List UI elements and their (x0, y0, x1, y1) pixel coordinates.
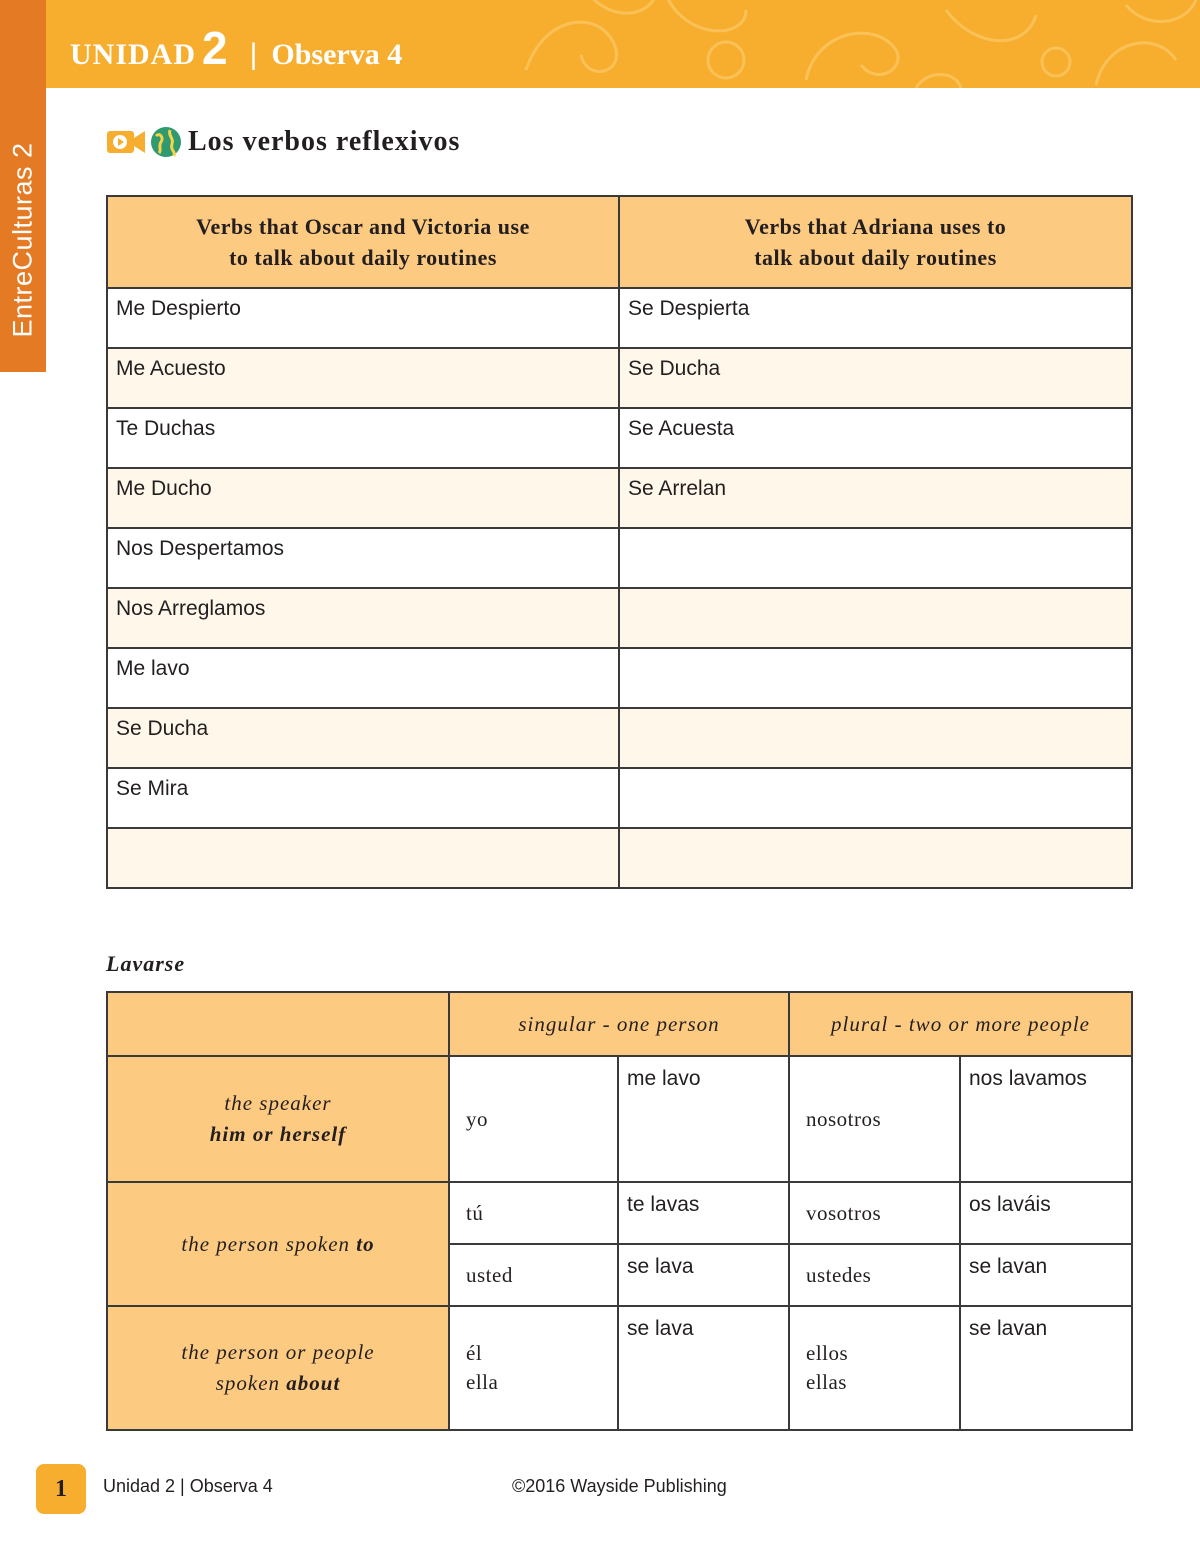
verb-cell[interactable]: Me Despierto (107, 288, 619, 348)
section-name: Observa 4 (271, 38, 403, 71)
category-label-bold: to (356, 1231, 375, 1256)
verb-cell[interactable]: Nos Despertamos (107, 528, 619, 588)
table-row (107, 408, 1132, 468)
verbs-table (106, 195, 1133, 889)
form-cell[interactable]: nos lavamos (960, 1056, 1132, 1182)
lavarse-label: Lavarse (106, 951, 186, 976)
form-cell[interactable]: os laváis (960, 1182, 1132, 1244)
verb-cell[interactable]: Se Ducha (619, 348, 1132, 408)
form-cell[interactable]: se lava (618, 1244, 789, 1306)
header-line: Verbs that Oscar and Victoria use (196, 214, 530, 239)
unit-word: UNIDAD (70, 38, 196, 71)
section-title (106, 124, 460, 160)
table-row (107, 588, 1132, 648)
form-cell[interactable]: me lavo (618, 1056, 789, 1182)
verbs-table-header-row (107, 196, 1132, 288)
form-cell[interactable]: se lavan (960, 1306, 1132, 1430)
table-row (107, 288, 1132, 348)
verb-cell[interactable]: Me Acuesto (107, 348, 619, 408)
table-row (107, 468, 1132, 528)
verb-cell[interactable]: Se Acuesta (619, 408, 1132, 468)
category-label-bold: about (286, 1371, 341, 1395)
header-line: talk about daily routines (754, 245, 997, 270)
verb-cell[interactable]: Se Despierta (619, 288, 1132, 348)
pronoun: ellos (806, 1341, 849, 1365)
side-tab (0, 0, 46, 372)
conj-header-row (107, 992, 1132, 1056)
verb-cell[interactable]: Nos Arreglamos (107, 588, 619, 648)
verb-cell[interactable]: Se Ducha (107, 708, 619, 768)
category-speaker (107, 1056, 449, 1182)
header-plural: plural - two or more people (789, 992, 1132, 1056)
globe-icon (150, 126, 182, 158)
lavarse-conjugation-table (106, 991, 1133, 1431)
table-row (107, 828, 1132, 888)
pronoun-cell: usted (449, 1244, 618, 1306)
row-spoken-to-1 (107, 1182, 1132, 1244)
table-row (107, 648, 1132, 708)
verb-cell[interactable] (619, 528, 1132, 588)
unit-heading (70, 22, 402, 81)
verb-cell[interactable]: Se Mira (107, 768, 619, 828)
header-line: Verbs that Adriana uses to (744, 214, 1007, 239)
pronoun: ellas (806, 1370, 847, 1394)
table-row (107, 708, 1132, 768)
conj-header-blank (107, 992, 449, 1056)
category-label-bold: him or herself (209, 1122, 347, 1146)
header-banner (46, 0, 1200, 88)
header-oscar-victoria (107, 196, 619, 288)
category-spoken-to (107, 1182, 449, 1306)
video-icon (106, 128, 146, 156)
pronoun-cell: vosotros (789, 1182, 960, 1244)
form-cell[interactable]: se lava (618, 1306, 789, 1430)
header-singular: singular - one person (449, 992, 789, 1056)
verb-cell[interactable] (619, 828, 1132, 888)
footer-copyright: ©2016 Wayside Publishing (512, 1476, 727, 1496)
category-label: spoken (215, 1371, 281, 1395)
pronoun-cell: nosotros (789, 1056, 960, 1182)
form-cell[interactable]: te lavas (618, 1182, 789, 1244)
pronoun: ella (466, 1370, 499, 1394)
verb-cell[interactable] (619, 708, 1132, 768)
page-number: 1 (36, 1464, 86, 1514)
category-label: the speaker (224, 1091, 332, 1115)
verb-cell[interactable]: Te Duchas (107, 408, 619, 468)
pronoun-cell: tú (449, 1182, 618, 1244)
row-spoken-about (107, 1306, 1132, 1430)
row-speaker (107, 1056, 1132, 1182)
header-separator: | (249, 38, 258, 71)
category-label: the person or people (181, 1340, 375, 1364)
pronoun-cell (789, 1306, 960, 1430)
pronoun-cell (449, 1306, 618, 1430)
table-row (107, 348, 1132, 408)
verb-cell[interactable] (619, 648, 1132, 708)
pronoun-cell: yo (449, 1056, 618, 1182)
side-tab-label: EntreCulturas 2 (7, 142, 38, 338)
verb-cell[interactable] (107, 828, 619, 888)
pronoun: él (466, 1341, 483, 1365)
footer-unit-label: Unidad 2 | Observa 4 (103, 1476, 273, 1496)
verb-cell[interactable]: Se Arrelan (619, 468, 1132, 528)
verb-cell[interactable]: Me lavo (107, 648, 619, 708)
table-row (107, 768, 1132, 828)
pronoun-cell: ustedes (789, 1244, 960, 1306)
table-row (107, 528, 1132, 588)
category-label: the person spoken (181, 1231, 351, 1256)
header-line: to talk about daily routines (229, 245, 497, 270)
header-adriana (619, 196, 1132, 288)
form-cell[interactable]: se lavan (960, 1244, 1132, 1306)
verb-cell[interactable] (619, 588, 1132, 648)
category-spoken-about (107, 1306, 449, 1430)
section-title-text: Los verbos reflexivos (188, 126, 461, 157)
verb-cell[interactable]: Me Ducho (107, 468, 619, 528)
unit-number: 2 (202, 22, 228, 74)
verb-cell[interactable] (619, 768, 1132, 828)
